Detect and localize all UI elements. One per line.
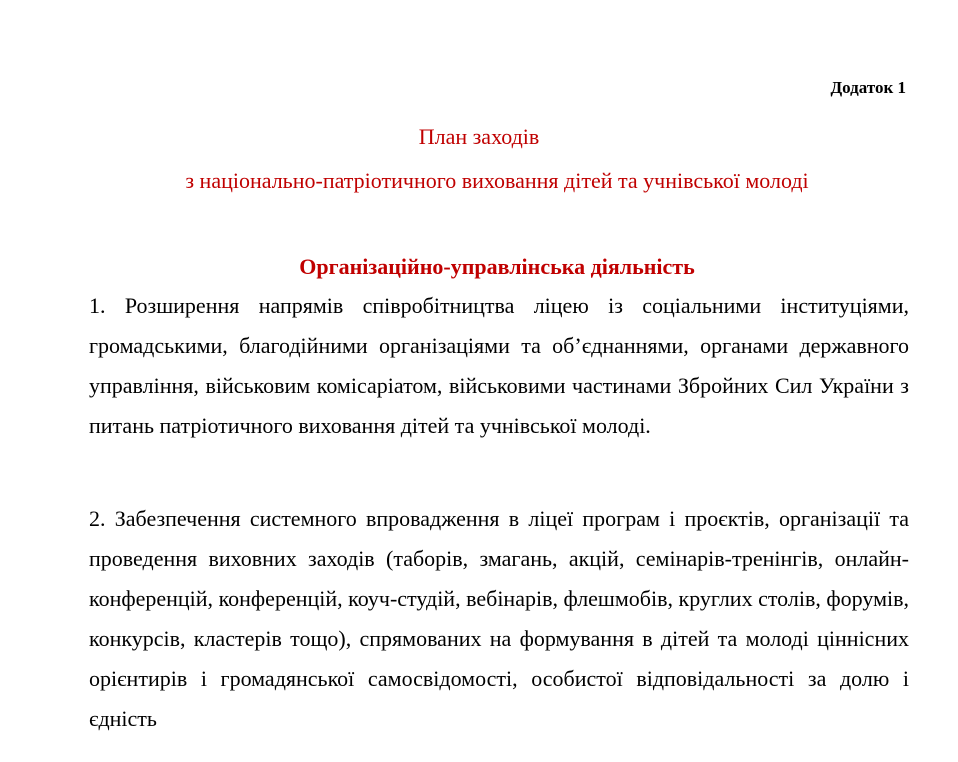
list-item-text: Розширення напрямів співробітництва ліцею із соціальними інституціями, громадськими, благодійними організаціями та об’єднаннями, органами державного управління, військовим комісаріатом, військовими частинами Збройних Сил України з питань патріотичного виховання дітей та учнівської молоді. <box>89 293 909 438</box>
list-item-number: 1. <box>89 293 106 318</box>
document-title-line-2: з національно-патріотичного виховання дітей та учнівської молоді <box>185 168 809 193</box>
list-item <box>89 499 909 739</box>
list-item <box>89 286 909 446</box>
appendix-label: Додаток 1 <box>830 78 906 97</box>
document-title-line-1: План заходів <box>418 124 540 149</box>
list-item-number: 2. <box>89 506 106 531</box>
section-heading: Організаційно-управлінська діяльність <box>299 254 695 279</box>
list-item-text: Забезпечення системного впровадження в ліцеї програм і проєктів, організації та проведення виховних заходів (таборів, змагань, акцій, семінарів-тренінгів, онлайн-конференцій, конференцій, коуч-студій, вебінарів, флешмобів, круглих столів, форумів, конкурсів, кластерів тощо), спрямованих на формування в дітей та молоді ціннісних орієнтирів і громадянської самосвідомості, особистої відповідальності за долю і єдність <box>89 506 909 731</box>
